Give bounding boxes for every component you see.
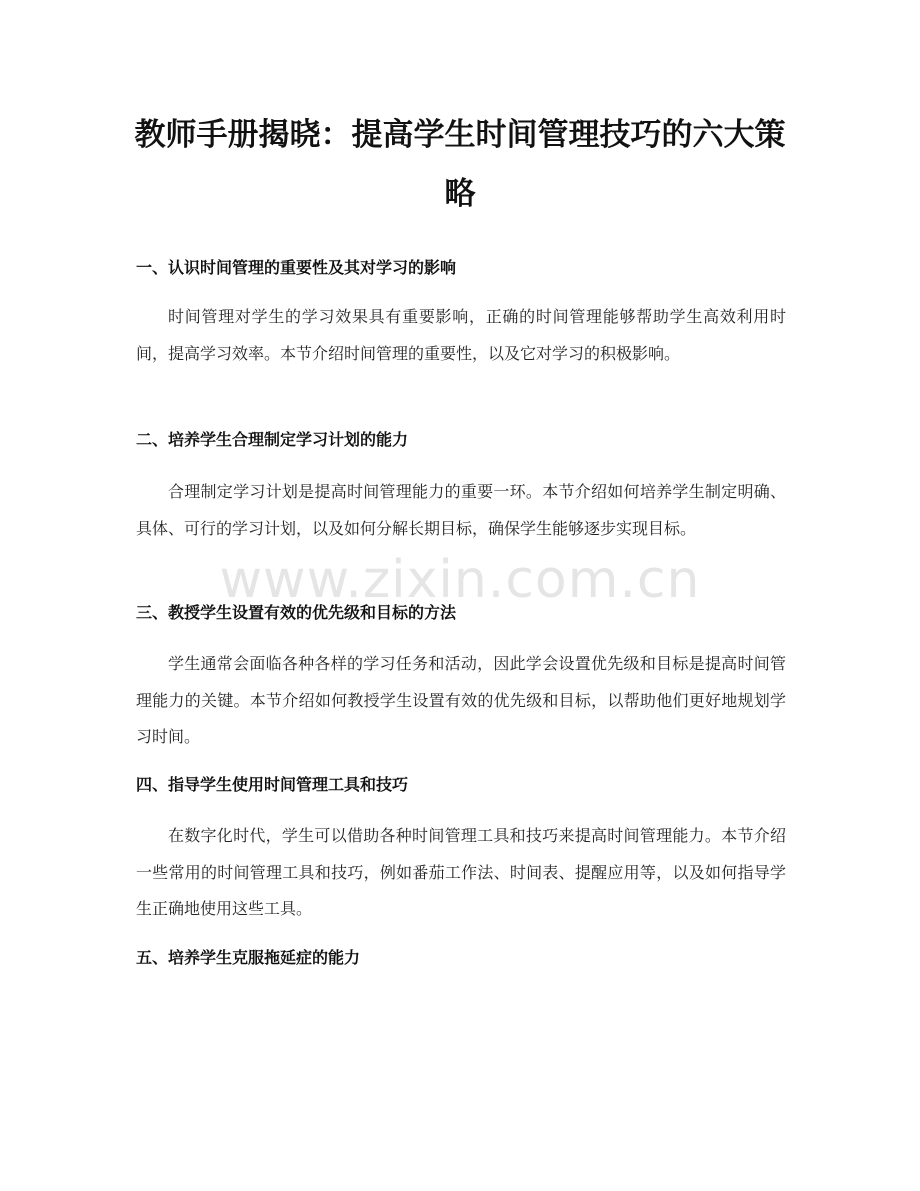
section-1-heading: 一、认识时间管理的重要性及其对学习的影响 [136,258,457,277]
section-3-heading: 三、教授学生设置有效的优先级和目标的方法 [136,603,457,622]
section-1-body: 时间管理对学生的学习效果具有重要影响，正确的时间管理能够帮助学生高效利用时间，提高学习效率。本节介绍时间管理的重要性，以及它对学习的积极影响。 [136,307,786,363]
watermark: www.zixin.com.cn [219,550,701,610]
section-5-heading: 五、培养学生克服拖延症的能力 [136,948,361,967]
document-title: 教师手册揭晓：提高学生时间管理技巧的六大策略 [134,117,786,212]
section-2-heading: 二、培养学生合理制定学习计划的能力 [136,430,409,449]
section-4-body: 在数字化时代，学生可以借助各种时间管理工具和技巧来提高时间管理能力。本节介绍一些常用的时间管理工具和技巧，例如番茄工作法、时间表、提醒应用等，以及如何指导学生正确地使用这些工具。 [136,826,786,918]
section-2-body: 合理制定学习计划是提高时间管理能力的重要一环。本节介绍如何培养学生制定明确、具体、可行的学习计划，以及如何分解长期目标，确保学生能够逐步实现目标。 [136,482,786,538]
section-3-body: 学生通常会面临各种各样的学习任务和活动，因此学会设置优先级和目标是提高时间管理能力的关键。本节介绍如何教授学生设置有效的优先级和目标，以帮助他们更好地规划学习时间。 [136,654,786,746]
section-4-heading: 四、指导学生使用时间管理工具和技巧 [136,775,409,794]
